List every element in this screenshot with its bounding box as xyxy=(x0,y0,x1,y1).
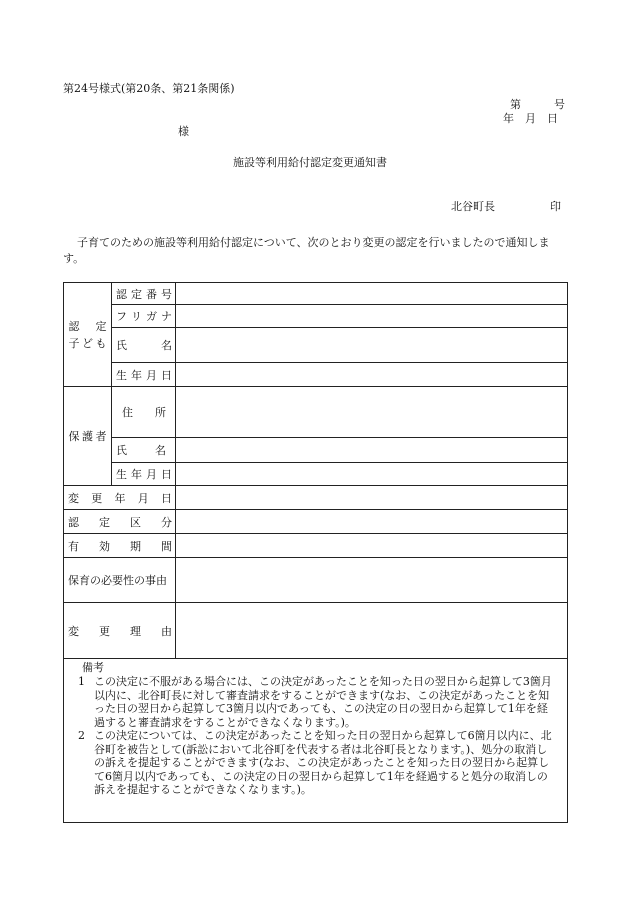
document-number-line: 第 号 xyxy=(510,98,565,111)
label-char: 日 xyxy=(161,491,172,505)
label-char: 生 xyxy=(116,468,127,481)
label-char: 月 xyxy=(146,468,157,481)
row-label-guardian-birthdate xyxy=(112,463,176,486)
issuer-line: 北谷町長 印 xyxy=(451,200,561,213)
table-row xyxy=(64,305,568,328)
label-char: 定 xyxy=(99,515,110,529)
child-birthdate-field[interactable] xyxy=(176,363,568,387)
label-char: 氏 xyxy=(116,339,127,352)
label-char: 年 xyxy=(131,468,142,481)
spread-label xyxy=(116,286,172,302)
label-char: 認 xyxy=(116,287,127,301)
guardian-address-field[interactable] xyxy=(176,387,568,438)
label-char: 日 xyxy=(161,368,172,382)
label-char: 年 xyxy=(114,491,126,505)
child-name-field[interactable] xyxy=(176,328,568,363)
label-char: 月 xyxy=(146,368,157,382)
row-label-cert-category xyxy=(64,510,176,534)
guardian-name-field[interactable] xyxy=(176,438,568,463)
document-title: 施設等利用給付認定変更通知書 xyxy=(233,156,387,169)
note-text: この決定に不服がある場合には、この決定があったことを知った日の翌日から起算して3箇月以内に、北谷町長に対して審査請求をすることができます(なお、この決定があったことを知った日の翌日から起算して3箇月以内であっても、この決定の日の翌日から起算して1年を経過すると審査請求をすることができなくなります。)。 xyxy=(94,675,552,729)
valid-period-field[interactable] xyxy=(176,534,568,558)
note-item xyxy=(76,729,557,797)
table-row xyxy=(64,438,568,463)
table-row xyxy=(64,328,568,363)
spread-label xyxy=(116,404,172,420)
table-row xyxy=(64,603,568,659)
label-char: 住 xyxy=(122,406,133,419)
label-char: 名 xyxy=(155,444,166,457)
label-char: 効 xyxy=(99,539,110,553)
plain-label: 保育の必要性の事由 xyxy=(68,574,167,587)
label-char: フ xyxy=(116,310,127,323)
label-char: 認 xyxy=(68,515,79,529)
spread-label xyxy=(116,337,172,353)
label-char: 更 xyxy=(99,624,110,638)
note-text: この決定については、この決定があったことを知った日の翌日から起算して6箇月以内に、北谷町を被告として(訴訟において北谷町を代表する者は北谷町長となります。)、処分の取消しの訴えを提起することができます(なお、この決定があったことを知った日の翌日から起算して6箇月以内であっても、この決定の日の翌日から起算して1年を経過すると処分の取消しの訴えを提起することができなくなります。)。 xyxy=(94,729,552,796)
table-row xyxy=(64,534,568,558)
form-number: 第24号様式(第20条、第21条関係) xyxy=(63,82,235,95)
table-row xyxy=(64,387,568,438)
note-item xyxy=(76,675,557,729)
table-row xyxy=(64,283,568,305)
label-char: 号 xyxy=(161,287,172,301)
notes-cell xyxy=(64,659,568,823)
row-label-address xyxy=(112,387,176,438)
label-char: リ xyxy=(131,310,142,323)
label-char: 生 xyxy=(116,368,127,382)
notes-heading: 備考 xyxy=(82,661,104,674)
table-row xyxy=(64,659,568,823)
label-char: 定 xyxy=(131,287,142,301)
label-char: 所 xyxy=(155,406,166,419)
spread-label xyxy=(68,623,172,639)
cert-number-field[interactable] xyxy=(176,283,568,305)
label-char: 月 xyxy=(137,491,149,505)
label-char: 氏 xyxy=(116,444,127,457)
table-row xyxy=(64,363,568,387)
label-char: 変 xyxy=(68,491,79,505)
label-char: 区 xyxy=(130,515,141,529)
note-number: 2 xyxy=(78,729,85,742)
row-label-guardian-name xyxy=(112,438,176,463)
form-table xyxy=(63,282,568,823)
date-line: 年 月 日 xyxy=(503,112,558,125)
row-label-child-birthdate xyxy=(112,363,176,387)
label-char: 有 xyxy=(68,539,79,553)
cert-category-field[interactable] xyxy=(176,510,568,534)
addressee-line: 様 xyxy=(178,125,189,138)
label-char: 名 xyxy=(161,339,172,352)
label-char: 護 xyxy=(82,429,93,443)
row-label-change-reason xyxy=(64,603,176,659)
label-char: 由 xyxy=(161,624,172,638)
label-char: 分 xyxy=(161,515,172,529)
label-char: 番 xyxy=(146,287,157,301)
change-reason-field[interactable] xyxy=(176,603,568,659)
guardian-birthdate-field[interactable] xyxy=(176,463,568,486)
label-char: 者 xyxy=(95,429,107,443)
guardian-group-label xyxy=(64,387,112,486)
spread-label xyxy=(68,490,172,506)
spread-label xyxy=(69,428,107,445)
table-row xyxy=(64,558,568,603)
label-char: 変 xyxy=(68,624,79,638)
label-char: 期 xyxy=(130,539,141,553)
spread-label xyxy=(116,442,172,458)
intro-paragraph: 子育てのための施設等利用給付認定について、次のとおり変更の認定を行いましたので通知します。 xyxy=(63,236,550,265)
childcare-reason-field[interactable] xyxy=(176,558,568,603)
change-date-field[interactable] xyxy=(176,486,568,510)
label-char: 更 xyxy=(91,491,103,505)
label-char: 理 xyxy=(130,624,141,638)
child-group-label: 認 定 子 ど も xyxy=(64,283,112,387)
table-row xyxy=(64,486,568,510)
spread-label xyxy=(116,367,172,383)
label-char: 間 xyxy=(161,539,172,553)
row-label-cert-number xyxy=(112,283,176,305)
label-char: ナ xyxy=(161,310,172,323)
spread-label xyxy=(116,466,172,482)
label-char: 日 xyxy=(161,468,172,481)
row-label-change-date xyxy=(64,486,176,510)
label-char: 保 xyxy=(68,429,80,443)
spread-label xyxy=(68,514,172,530)
table-row xyxy=(64,510,568,534)
note-number: 1 xyxy=(78,675,85,688)
spread-label xyxy=(68,538,172,554)
row-label-furigana xyxy=(112,305,176,328)
child-furigana-field[interactable] xyxy=(176,305,568,328)
label-char: ガ xyxy=(146,310,157,323)
row-label-child-name xyxy=(112,328,176,363)
row-label-valid-period xyxy=(64,534,176,558)
row-label-childcare-reason xyxy=(64,558,176,603)
label-char: 年 xyxy=(131,368,142,382)
spread-label xyxy=(116,308,172,324)
table-row xyxy=(64,463,568,486)
